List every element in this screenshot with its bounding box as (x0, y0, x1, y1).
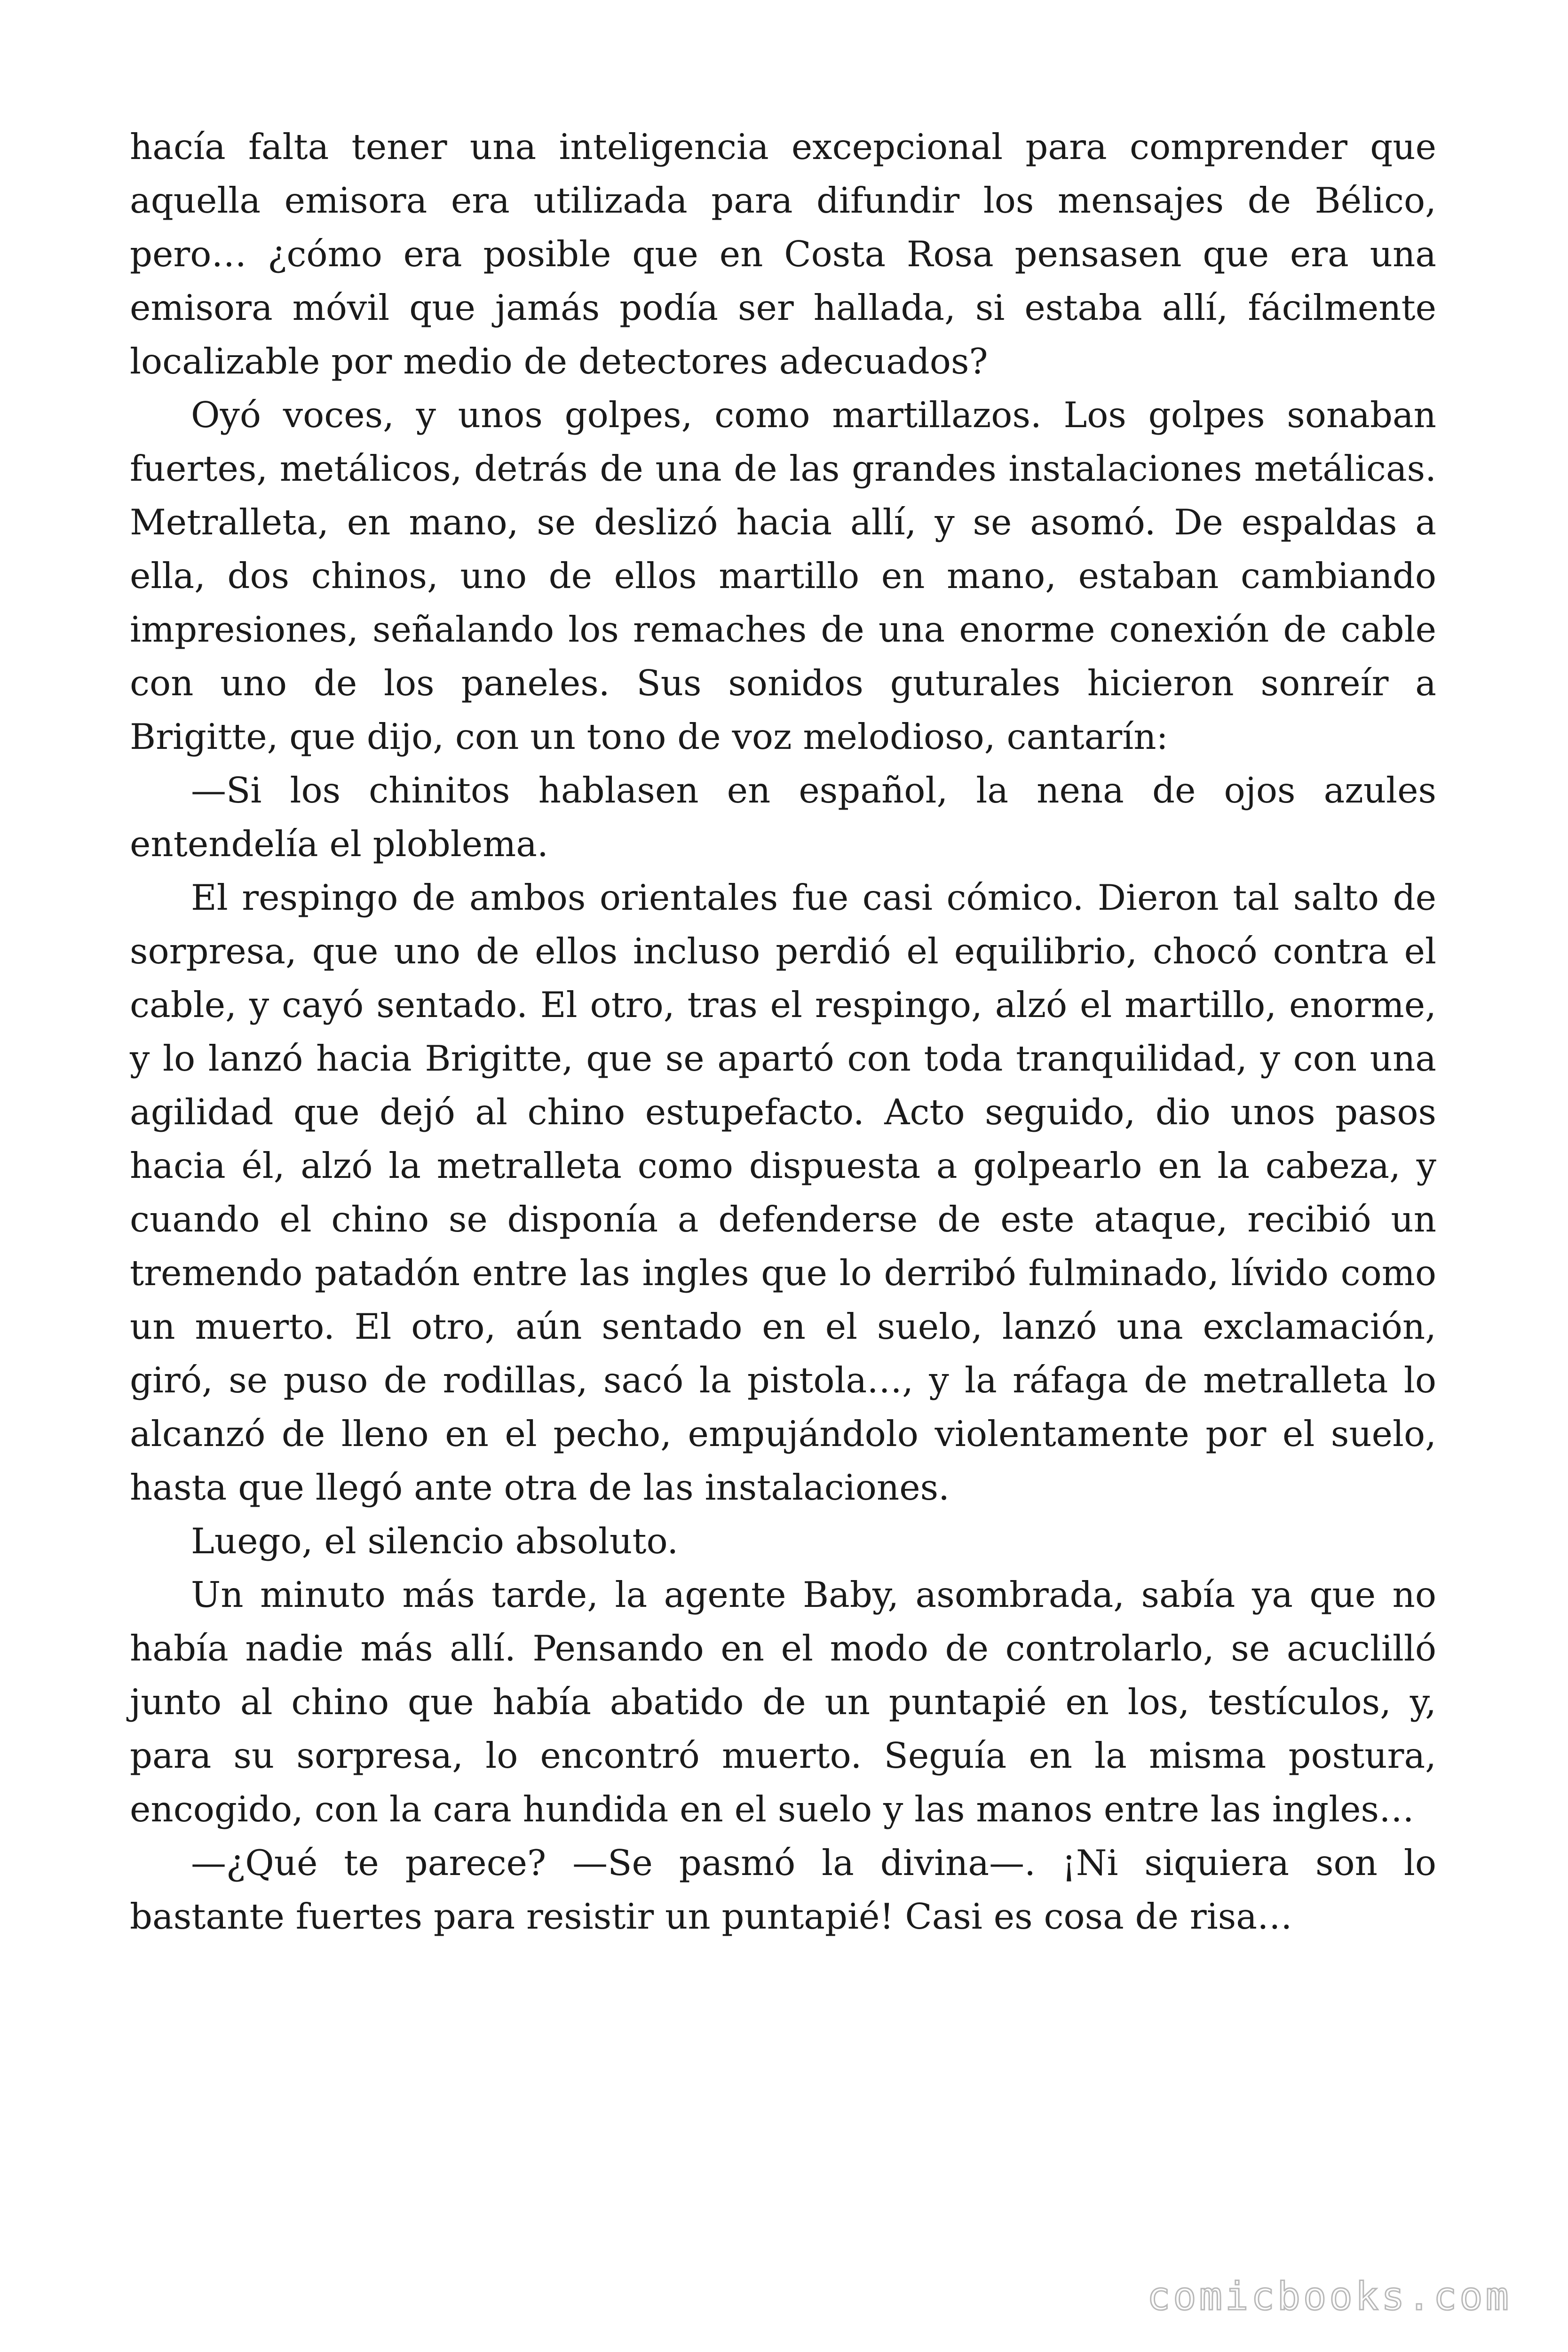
body-text (130, 120, 1436, 1943)
paragraph-5: Luego, el silencio absoluto. (191, 1520, 679, 1562)
paragraph-4: El respingo de ambos orientales fue casi cómico. Dieron tal salto de sorpresa, que uno de ellos incluso perdió el equilibrio, chocó contra el cable, y cayó sentado. El otro, tras el respingo, alzó el martillo, enorme, y lo lanzó hacia Brigitte, que se apartó con toda tranquilidad, y con una agilidad que dejó al chino estupefacto. Acto seguido, dio unos pasos hacia él, alzó la metralleta como dispuesta a golpearlo en la cabeza, y cuando el chino se disponía a defenderse de este ataque, recibió un tremendo patadón entre las ingles que lo derribó fulminado, lívido como un muerto. El otro, aún sentado en el suelo, lanzó una exclamación, giró, se puso de rodillas, sacó la pistola…, y la ráfaga de metralleta lo alcanzó de lleno en el pecho, empujándolo violentamente por el suelo, hasta que llegó ante otra de las instalaciones. (130, 877, 1436, 1508)
paragraph-7: —¿Qué te parece? —Se pasmó la divina—. ¡Ni siquiera son lo bastante fuertes para resistir un puntapié! Casi es cosa de risa… (130, 1842, 1436, 1937)
paragraph-3: —Si los chinitos hablasen en español, la nena de ojos azules entendelía el ploblema. (130, 770, 1436, 865)
paragraph-2: Oyó voces, y unos golpes, como martillazos. Los golpes sonaban fuertes, metálicos, detrás de una de las grandes instalaciones metálicas. Metralleta, en mano, se deslizó hacia allí, y se asomó. De espaldas a ella, dos chinos, uno de ellos martillo en mano, estaban cambiando impresiones, señalando los remaches de una enorme conexión de cable con uno de los paneles. Sus sonidos guturales hicieron sonreír a Brigitte, que dijo, con un tono de voz melodioso, cantarín: (130, 394, 1436, 757)
paragraph-1: hacía falta tener una inteligencia excepcional para comprender que aquella emisora era utilizada para difundir los mensajes de Bélico, pero… ¿cómo era posible que en Costa Rosa pensasen que era una emisora móvil que jamás podía ser hallada, si estaba allí, fácilmente localizable por medio de detectores adecuados? (130, 126, 1436, 382)
paragraph-6: Un minuto más tarde, la agente Baby, asombrada, sabía ya que no había nadie más allí. Pensando en el modo de controlarlo, se acuclilló junto al chino que había abatido de un puntapié en los, testículos, y, para su sorpresa, lo encontró muerto. Seguía en la misma postura, encogido, con la cara hundida en el suelo y las manos entre las ingles… (130, 1574, 1436, 1830)
watermark: comicbooks.com (1147, 2274, 1512, 2319)
